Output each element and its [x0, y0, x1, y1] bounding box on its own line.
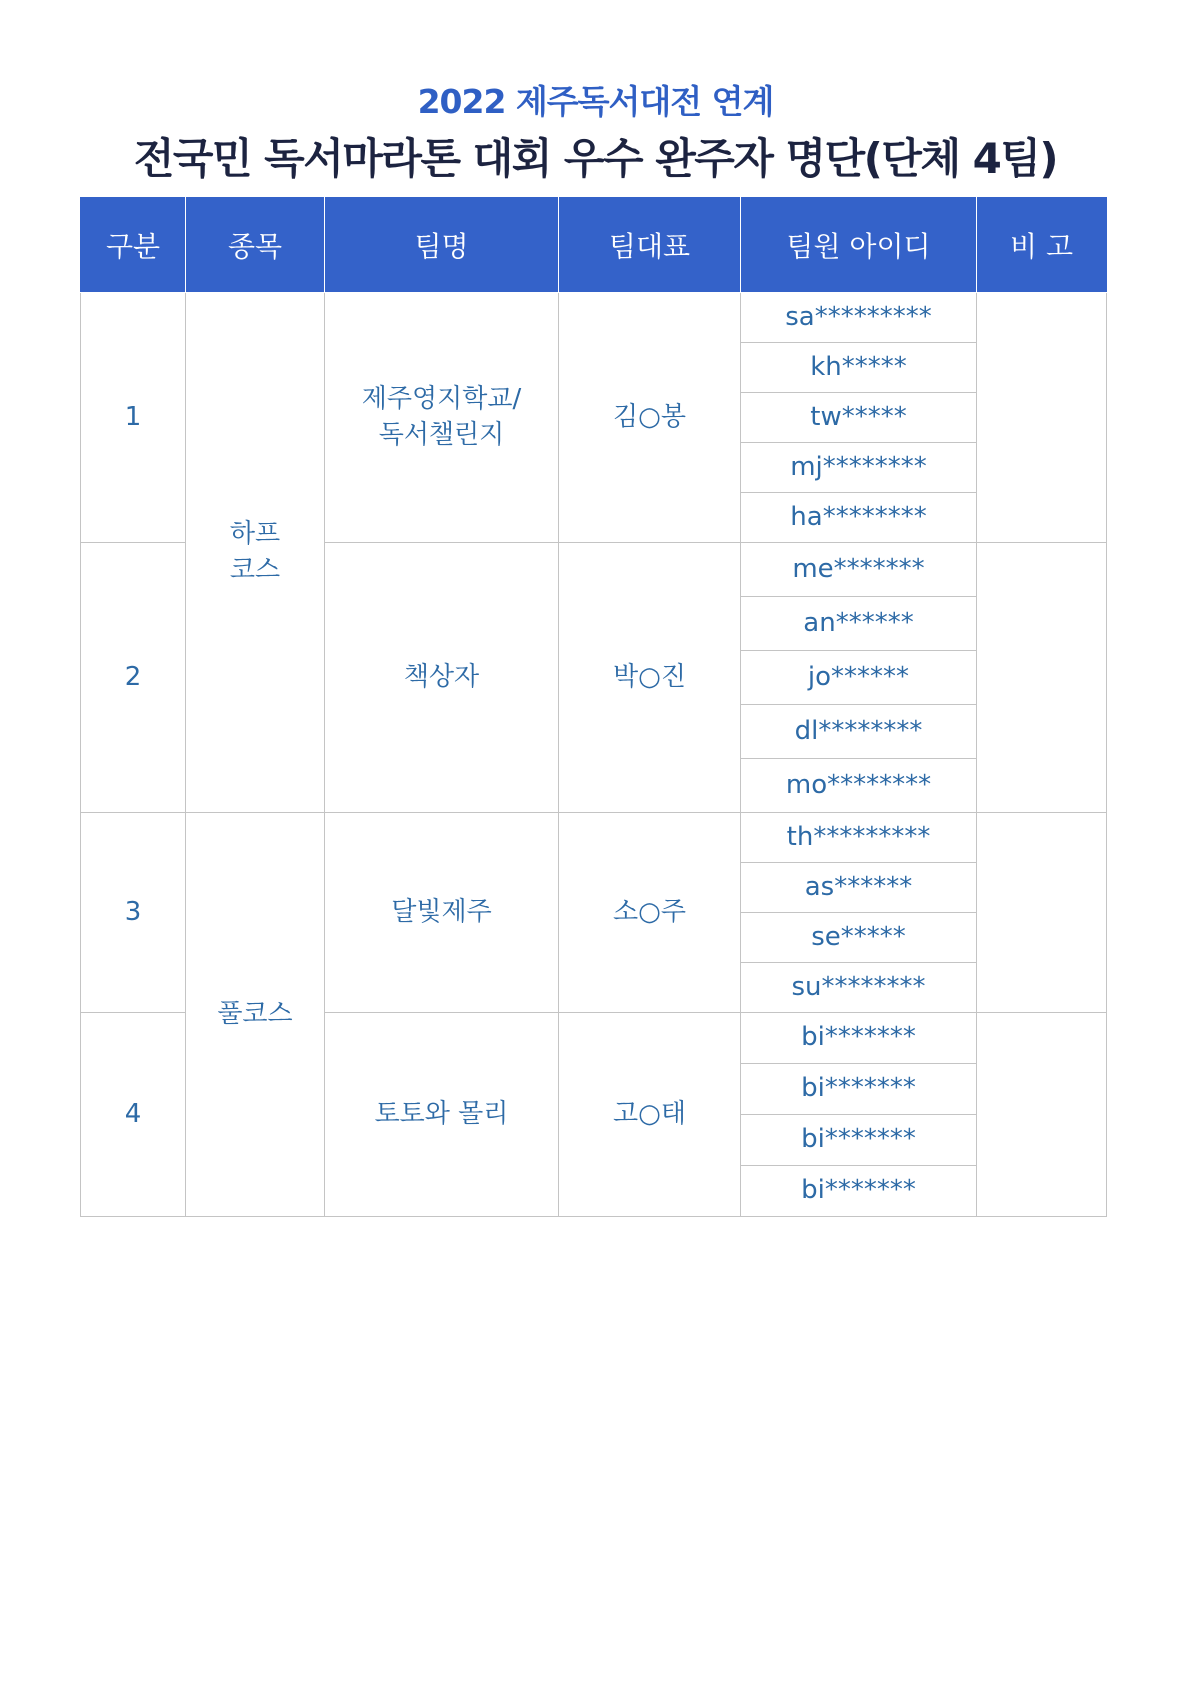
team-name-line: 독서챌린지	[378, 419, 505, 450]
table-header-row	[81, 198, 1107, 293]
member-id: kh*****	[741, 343, 977, 393]
member-id: mo********	[741, 759, 977, 813]
member-id: sa*********	[741, 293, 977, 343]
member-id: su********	[741, 963, 977, 1013]
member-id: bi*******	[741, 1115, 977, 1166]
page-subtitle: 2022 제주독서대전 연계	[417, 82, 774, 121]
note-cell	[977, 543, 1107, 813]
member-id: se*****	[741, 913, 977, 963]
event-name-line: 코스	[229, 554, 281, 585]
team-name: 책상자	[325, 543, 559, 813]
member-id: me*******	[741, 543, 977, 597]
team-leader: 고○태	[559, 1013, 741, 1217]
member-id: tw*****	[741, 393, 977, 443]
col-header-team-name: 팀명	[325, 198, 559, 293]
member-id: bi*******	[741, 1166, 977, 1217]
note-cell	[977, 293, 1107, 543]
team-number: 2	[81, 543, 186, 813]
event-full-course: 풀코스	[186, 813, 325, 1217]
member-id: bi*******	[741, 1064, 977, 1115]
col-header-division: 구분	[81, 198, 186, 293]
team-leader: 박○진	[559, 543, 741, 813]
member-id: as******	[741, 863, 977, 913]
team-name: 달빛제주	[325, 813, 559, 1013]
col-header-note: 비 고	[977, 198, 1107, 293]
team-number: 4	[81, 1013, 186, 1217]
event-name-line: 하프	[229, 519, 281, 550]
table-row	[81, 293, 1107, 343]
event-half-course	[186, 293, 325, 813]
col-header-team-leader: 팀대표	[559, 198, 741, 293]
team-name	[325, 293, 559, 543]
member-id: mj********	[741, 443, 977, 493]
col-header-event: 종목	[186, 198, 325, 293]
note-cell	[977, 813, 1107, 1013]
col-header-member-ids: 팀원 아이디	[741, 198, 977, 293]
member-id: dl********	[741, 705, 977, 759]
note-cell	[977, 1013, 1107, 1217]
roster-table	[80, 197, 1107, 1217]
member-id: bi*******	[741, 1013, 977, 1064]
table-row	[81, 813, 1107, 863]
team-name-line: 제주영지학교/	[361, 384, 522, 415]
member-id: th*********	[741, 813, 977, 863]
member-id: an******	[741, 597, 977, 651]
team-leader: 김○봉	[559, 293, 741, 543]
member-id: jo******	[741, 651, 977, 705]
team-leader: 소○주	[559, 813, 741, 1013]
team-number: 3	[81, 813, 186, 1013]
team-number: 1	[81, 293, 186, 543]
member-id: ha********	[741, 493, 977, 543]
team-name: 토토와 몰리	[325, 1013, 559, 1217]
page-title: 전국민 독서마라톤 대회 우수 완주자 명단(단체 4팀)	[133, 134, 1058, 183]
